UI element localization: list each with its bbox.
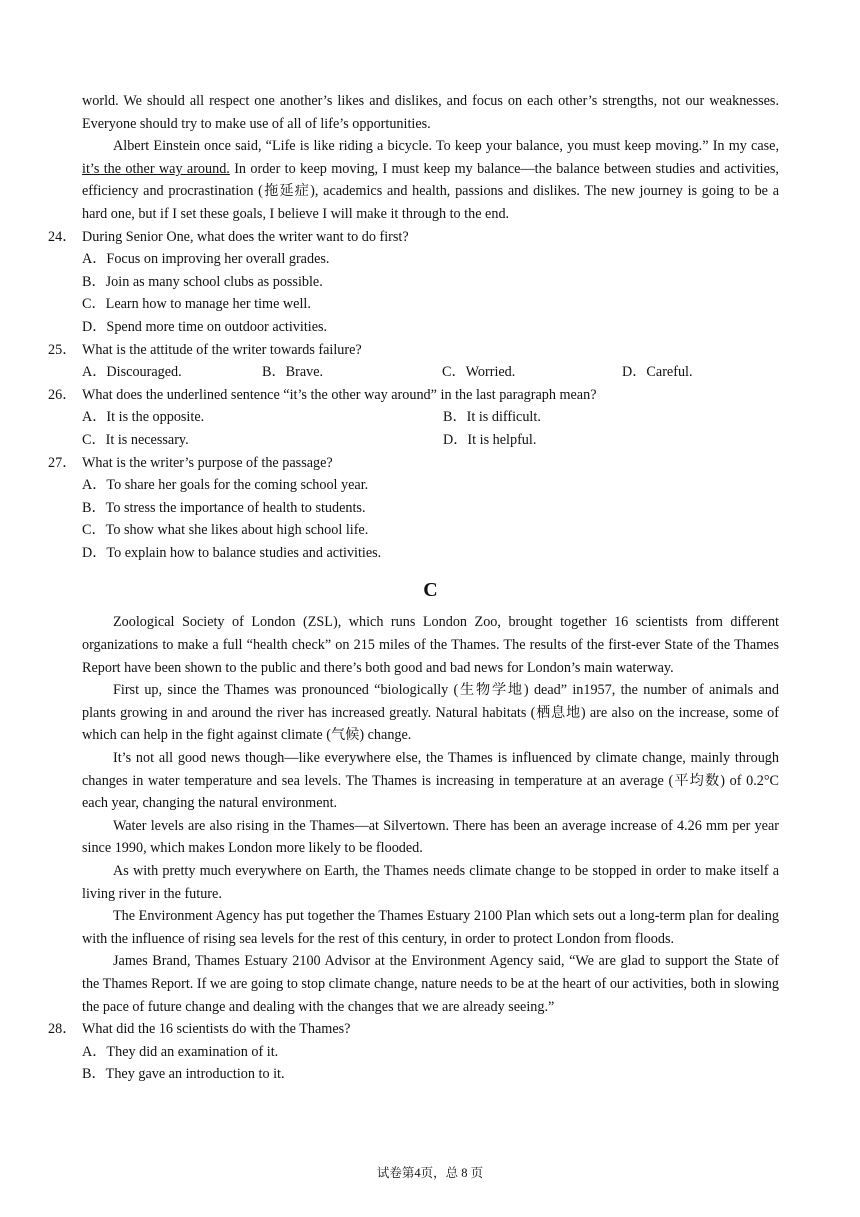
option-b: B．Brave. [262, 364, 324, 381]
option-a: A．It is the opposite. [82, 409, 205, 426]
question-number: 25． [48, 341, 77, 358]
option-b: B．It is difficult. [443, 409, 541, 426]
option-c: C．It is necessary. [82, 431, 189, 448]
paragraph-text: In order to keep moving, I must keep my balance—the balance between studies and activities, efficiency and procrastination (拖延症), academics and health, passions and dislikes. The new journey is going to be a hard one, but if I set these goals, I believe I will make it through to the end. [82, 160, 779, 222]
question-text: What is the writer’s purpose of the passage? [82, 454, 333, 471]
question-text: What is the attitude of the writer towards failure? [82, 341, 362, 358]
passage-c-paragraph-6: The Environment Agency has put together the Thames Estuary 2100 Plan which sets out a long-term plan for dealing with the influence of rising sea levels for the rest of this century, in order to protect London from floods. [82, 908, 779, 947]
exam-page [48, 90, 779, 1086]
question-number: 28． [48, 1021, 77, 1038]
passage-b-paragraph: world. We should all respect one another’s likes and dislikes, and focus on each other’s strengths, not our weaknesses. Everyone should try to make use of all of life’s opportunities. [82, 93, 779, 132]
option-a: A．They did an examination of it. [82, 1043, 279, 1060]
passage-c-paragraph-5: As with pretty much everywhere on Earth, the Thames needs climate change to be stopped in order to make itself a living river in the future. [82, 863, 779, 902]
option-d: D．It is helpful. [443, 431, 537, 448]
section-title: C [423, 579, 438, 602]
passage-c-paragraph-3: It’s not all good news though—like everywhere else, the Thames is influenced by climate change, mainly through changes in water temperature and sea levels. The Thames is increasing in temperature at an average (平均数) of 0.2°C each year, changing the natural environment. [82, 750, 779, 812]
option-b: B．Join as many school clubs as possible. [82, 273, 323, 290]
passage-b-last-paragraph [82, 135, 779, 225]
paragraph-text: Albert Einstein once said, “Life is like riding a bicycle. To keep your balance, you must keep moving.” In my case, [113, 138, 779, 155]
question-text: During Senior One, what does the writer want to do first? [82, 228, 409, 245]
question-number: 24． [48, 228, 77, 245]
option-b: B．To stress the importance of health to students. [82, 499, 366, 516]
question-text: What did the 16 scientists do with the Thames? [82, 1021, 351, 1038]
underlined-sentence: it’s the other way around. [82, 160, 230, 177]
passage-c-paragraph-1: Zoological Society of London (ZSL), which runs London Zoo, brought together 16 scientists from different organizations to make a full “health check” on 215 miles of the Thames. The results of the first-ever State of the Thames Report have been shown to the public and there’s both good and bad news for London’s main waterway. [82, 614, 779, 676]
option-c: C．Learn how to manage her time well. [82, 296, 311, 313]
options-row [82, 406, 779, 429]
question-28 [48, 1018, 779, 1041]
passage-c-paragraph-2: First up, since the Thames was pronounced “biologically (生物学地) dead” in1957, the number of animals and plants growing in and around the river has increased greatly. Natural habitats (栖息地) are also on the increase, some of which can help in the fight against climate (气候) change. [82, 682, 779, 744]
option-d: D．Careful. [622, 364, 693, 381]
passage-c-paragraph-7: James Brand, Thames Estuary 2100 Advisor at the Environment Agency said, “We are glad to support the State of the Thames Report. If we are going to stop climate change, nature needs to be at the heart of our activities, both in slowing the pace of future change and dealing with the changes that we are already seeing.” [82, 953, 779, 1015]
question-26 [48, 384, 779, 407]
question-number: 27． [48, 454, 77, 471]
question-text: What does the underlined sentence “it’s the other way around” in the last paragraph mean? [82, 386, 597, 403]
option-c: C．Worried. [442, 364, 516, 381]
question-24 [48, 226, 779, 249]
passage-c-paragraph-4: Water levels are also rising in the Thames—at Silvertown. There has been an average increase of 4.26 mm per year since 1990, which makes London more likely to be flooded. [82, 817, 779, 857]
page-footer: 试卷第4页，总 8 页 [376, 1166, 484, 1180]
option-d: D．To explain how to balance studies and activities. [82, 544, 382, 561]
question-27 [48, 452, 779, 475]
options-row [82, 361, 779, 384]
option-b: B．They gave an introduction to it. [82, 1066, 285, 1083]
question-25 [48, 339, 779, 362]
options-row [82, 429, 779, 452]
option-a: A．To share her goals for the coming school year. [82, 477, 369, 494]
option-a: A．Focus on improving her overall grades. [82, 251, 330, 268]
option-d: D．Spend more time on outdoor activities. [82, 318, 328, 335]
question-number: 26． [48, 386, 77, 403]
option-c: C．To show what she likes about high school life. [82, 522, 369, 539]
option-a: A．Discouraged. [82, 364, 182, 381]
